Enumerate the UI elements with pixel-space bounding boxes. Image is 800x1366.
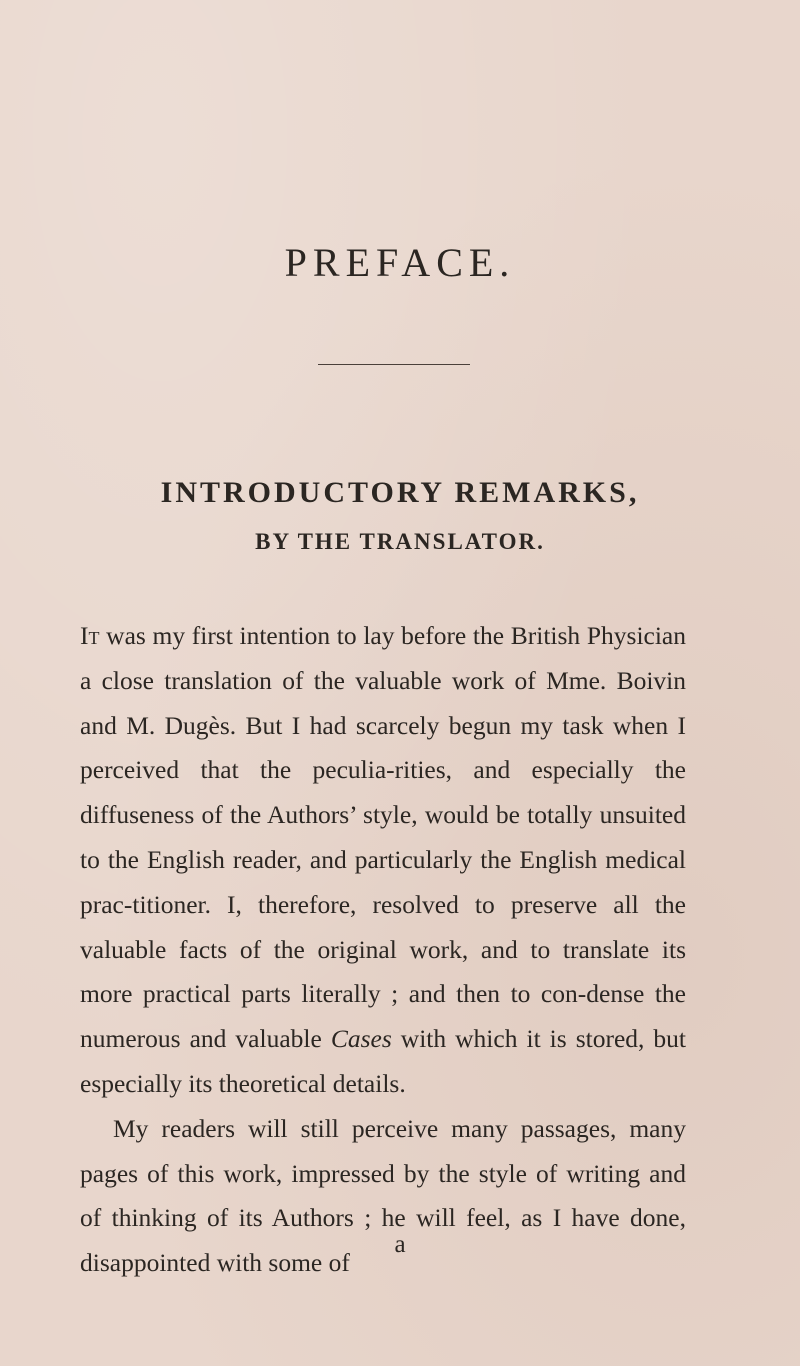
translator-byline: BY THE TRANSLATOR. — [255, 529, 545, 554]
section-subtitle: INTRODUCTORY REMARKS, — [160, 476, 640, 509]
title-divider-rule — [318, 364, 470, 365]
paragraph-2: My readers will still perceive many passages, many pages of this work, impressed by the style of writing and of thinking of its Authors ; he will feel, as I have done, disappointed with some of — [80, 1113, 686, 1278]
paragraph-opening-word: It — [80, 621, 100, 650]
page-title: PREFACE. — [284, 240, 516, 285]
paragraph-1 — [80, 614, 686, 1107]
paragraph-1-text-end: with which it is stored, but especially its theoretical details. — [80, 1024, 686, 1098]
signature-mark: a — [394, 1231, 406, 1258]
emphasized-word: Cases — [330, 1024, 392, 1054]
paragraph-1-text: was my first intention to lay before the British Physician a close translation of the valuable work of Mme. Boivin and M. Dugès. But I had scarcely begun my task when I perceived that the peculia-rities, and especially the diffuseness of the Authors’ style, would be totally unsuited to the English reader, and particularly the English medical prac-titioner. I, therefore, resolved to preserve all the valuable facts of the original work, and to translate its more practical parts literally ; and then to con-dense the numerous and valuable — [80, 621, 686, 1054]
preface-body — [80, 614, 686, 1286]
